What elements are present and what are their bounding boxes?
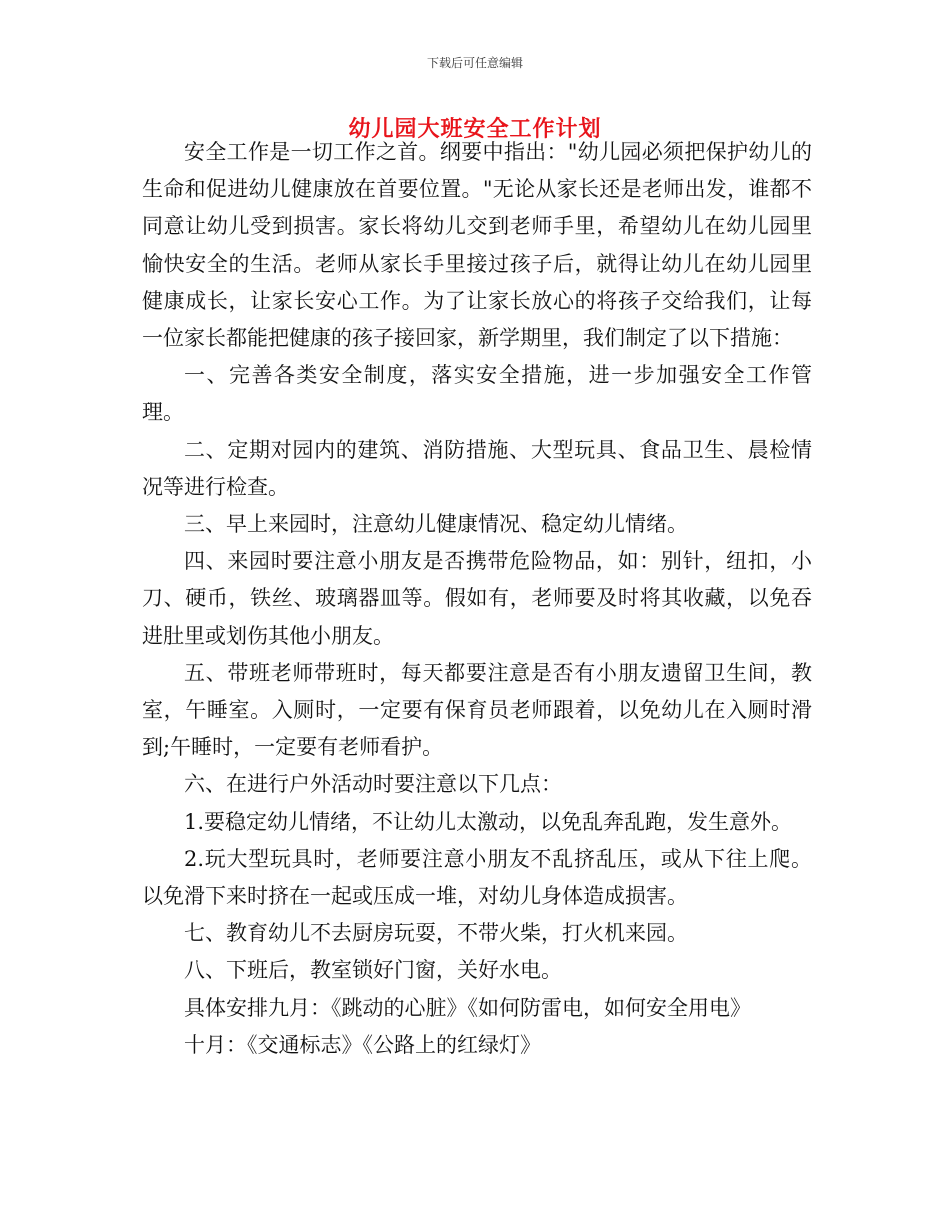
measure-6-paragraph: 六、在进行户外活动时要注意以下几点： <box>184 772 562 797</box>
intro-paragraph: 安全工作是一切工作之首。纲要中指出："幼儿园必须把保护幼儿的生命和促进幼儿健康放在首要位置。"无论从家长还是老师出发，谁都不同意让幼儿受到损害。家长将幼儿交到老师手里，希望幼儿在幼儿园里愉快安全的生活。老师从家长手里接过孩子后，就得让幼儿在幼儿园里健康成长，让家长安心工作。为了让家长放心的将孩子交给我们，让每一位家长都能把健康的孩子接回家，新学期里，我们制定了以下措施： <box>142 140 812 351</box>
document-title: 幼儿园大班安全工作计划 <box>348 117 602 142</box>
measure-1-paragraph: 一、完善各类安全制度，落实安全措施，进一步加强安全工作管理。 <box>142 363 812 425</box>
measure-6-item-1: 1.要稳定幼儿情绪，不让幼儿太激动，以免乱奔乱跑，发生意外。 <box>184 809 793 834</box>
schedule-september: 具体安排九月：《跳动的心脏》《如何防雷电，如何安全用电》 <box>184 995 751 1020</box>
measure-3-paragraph: 三、早上来园时，注意幼儿健康情况、稳定幼儿情绪。 <box>184 512 688 537</box>
measure-7-paragraph: 七、教育幼儿不去厨房玩耍，不带火柴，打火机来园。 <box>184 921 688 946</box>
document-body <box>142 134 812 1064</box>
header-note: 下载后可任意编辑 <box>426 56 523 70</box>
measure-2-paragraph: 二、定期对园内的建筑、消防措施、大型玩具、食品卫生、晨检情况等进行检查。 <box>142 437 812 499</box>
measure-6-item-2: 2.玩大型玩具时，老师要注意小朋友不乱挤乱压，或从下往上爬。以免滑下来时挤在一起或压成一堆，对幼儿身体造成损害。 <box>142 846 812 909</box>
measure-5-paragraph: 五、带班老师带班时，每天都要注意是否有小朋友遗留卫生间，教室，午睡室。入厕时，一定要有保育员老师跟着，以免幼儿在入厕时滑到;午睡时，一定要有老师看护。 <box>142 660 812 760</box>
measure-4-paragraph: 四、来园时要注意小朋友是否携带危险物品，如：别针，纽扣，小刀、硬币，铁丝、玻璃器皿等。假如有，老师要及时将其收藏，以免吞进肚里或划伤其他小朋友。 <box>142 549 812 648</box>
measure-8-paragraph: 八、下班后，教室锁好门窗，关好水电。 <box>184 958 562 983</box>
schedule-october: 十月：《交通标志》《公路上的红绿灯》 <box>184 1032 541 1057</box>
